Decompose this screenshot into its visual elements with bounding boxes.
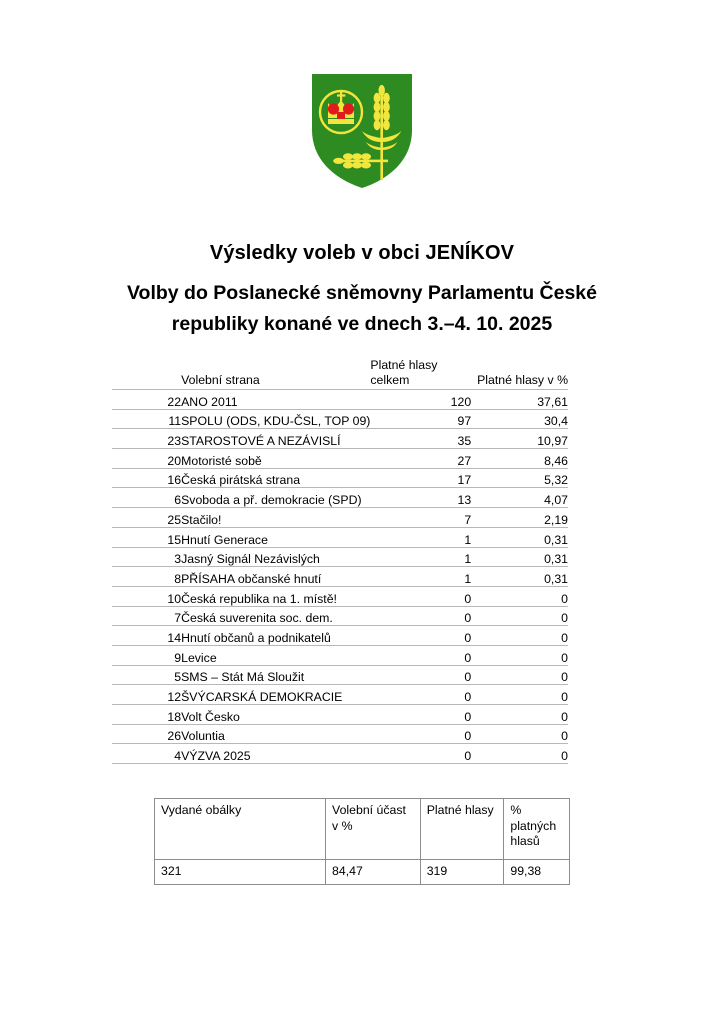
row-party-name: Jasný Signál Nezávislých (181, 547, 370, 567)
row-party-name: ŠVÝCARSKÁ DEMOKRACIE (181, 685, 370, 705)
row-percent: 0 (471, 606, 568, 626)
row-total-votes: 120 (370, 390, 471, 410)
summary-header-valid-pct-line2: platných (510, 818, 557, 833)
column-header-total (370, 358, 471, 390)
table-row (112, 488, 568, 508)
row-party-name: VÝZVA 2025 (181, 744, 370, 764)
row-party-name: Volt Česko (181, 705, 370, 725)
table-row (112, 449, 568, 469)
row-party-name: Hnutí občanů a podnikatelů (181, 626, 370, 646)
table-row (112, 665, 568, 685)
results-table-head (112, 358, 568, 390)
coat-of-arms-icon (308, 72, 416, 190)
summary-header-row (155, 799, 570, 860)
row-total-votes: 0 (370, 645, 471, 665)
summary-header-valid-pct-line1: % (510, 803, 522, 817)
table-row (112, 527, 568, 547)
row-party-name: Hnutí Generace (181, 527, 370, 547)
row-party-name: PŘÍSAHA občanské hnutí (181, 567, 370, 587)
row-total-votes: 0 (370, 724, 471, 744)
summary-header-valid-votes: Platné hlasy (420, 799, 504, 860)
row-party-number: 20 (112, 449, 181, 469)
row-party-number: 11 (112, 409, 181, 429)
row-party-number: 8 (112, 567, 181, 587)
table-row (112, 468, 568, 488)
row-total-votes: 0 (370, 586, 471, 606)
row-total-votes: 97 (370, 409, 471, 429)
row-percent: 0 (471, 645, 568, 665)
row-party-name: Svoboda a př. demokracie (SPD) (181, 488, 370, 508)
page-title: Výsledky voleb v obci JENÍKOV (209, 242, 515, 264)
row-party-number: 14 (112, 626, 181, 646)
row-party-number: 25 (112, 508, 181, 528)
summary-header-valid-pct (504, 799, 570, 860)
row-percent: 0,31 (471, 527, 568, 547)
table-row (112, 606, 568, 626)
summary-header-turnout-line2: v % (332, 818, 353, 833)
summary-value-envelopes: 321 (155, 860, 326, 885)
row-party-name: ANO 2011 (181, 390, 370, 410)
row-total-votes: 1 (370, 567, 471, 587)
row-percent: 2,19 (471, 508, 568, 528)
row-party-name: SMS – Stát Má Sloužit (181, 665, 370, 685)
row-party-name: Stačilo! (181, 508, 370, 528)
table-row (112, 409, 568, 429)
row-party-name: Česká pirátská strana (181, 468, 370, 488)
row-party-number: 9 (112, 645, 181, 665)
row-party-name: STAROSTOVÉ A NEZÁVISLÍ (181, 429, 370, 449)
row-total-votes: 0 (370, 626, 471, 646)
row-total-votes: 0 (370, 606, 471, 626)
table-row (112, 724, 568, 744)
summary-data-row (155, 860, 570, 885)
row-party-number: 6 (112, 488, 181, 508)
page-subtitle: Volby do Poslanecké sněmovny Parlamentu České republiky konané ve dnech 3.–4. 10. 2025 (127, 282, 597, 335)
election-results-table (112, 358, 568, 764)
row-party-number: 15 (112, 527, 181, 547)
row-percent: 10,97 (471, 429, 568, 449)
row-percent: 0 (471, 705, 568, 725)
row-percent: 4,07 (471, 488, 568, 508)
row-percent: 30,4 (471, 409, 568, 429)
title-block (0, 238, 724, 340)
table-row (112, 390, 568, 410)
summary-value-valid-votes: 319 (420, 860, 504, 885)
summary-value-valid-pct: 99,38 (504, 860, 570, 885)
row-total-votes: 7 (370, 508, 471, 528)
row-percent: 37,61 (471, 390, 568, 410)
row-total-votes: 0 (370, 744, 471, 764)
summary-header-envelopes: Vydané obálky (155, 799, 326, 860)
row-percent: 5,32 (471, 468, 568, 488)
row-percent: 0,31 (471, 567, 568, 587)
row-percent: 0 (471, 586, 568, 606)
row-percent: 0 (471, 626, 568, 646)
table-row (112, 429, 568, 449)
row-total-votes: 17 (370, 468, 471, 488)
row-party-number: 18 (112, 705, 181, 725)
row-party-number: 22 (112, 390, 181, 410)
row-total-votes: 1 (370, 527, 471, 547)
summary-value-turnout: 84,47 (326, 860, 421, 885)
row-total-votes: 13 (370, 488, 471, 508)
results-header-row (112, 358, 568, 390)
table-row (112, 508, 568, 528)
row-total-votes: 35 (370, 429, 471, 449)
column-header-number (112, 358, 181, 390)
table-row (112, 547, 568, 567)
summary-table (154, 798, 570, 885)
row-total-votes: 0 (370, 665, 471, 685)
row-party-number: 5 (112, 665, 181, 685)
summary-header-turnout (326, 799, 421, 860)
results-table-body (112, 390, 568, 764)
table-row (112, 705, 568, 725)
row-percent: 0 (471, 744, 568, 764)
table-row (112, 685, 568, 705)
row-party-name: Česká suverenita soc. dem. (181, 606, 370, 626)
table-row (112, 567, 568, 587)
row-percent: 0,31 (471, 547, 568, 567)
row-total-votes: 1 (370, 547, 471, 567)
table-row (112, 645, 568, 665)
column-header-total-line1: Platné hlasy (370, 358, 438, 372)
row-party-number: 23 (112, 429, 181, 449)
row-party-name: Motoristé sobě (181, 449, 370, 469)
table-row (112, 744, 568, 764)
row-party-name: Levice (181, 645, 370, 665)
row-party-name: Česká republika na 1. místě! (181, 586, 370, 606)
table-row (112, 586, 568, 606)
row-total-votes: 0 (370, 705, 471, 725)
row-percent: 0 (471, 724, 568, 744)
column-header-party: Volební strana (181, 372, 260, 387)
row-party-name: SPOLU (ODS, KDU-ČSL, TOP 09) (181, 409, 370, 429)
table-row (112, 626, 568, 646)
row-party-number: 26 (112, 724, 181, 744)
row-party-number: 16 (112, 468, 181, 488)
summary-header-turnout-line1: Volební účast (332, 803, 406, 817)
row-party-number: 12 (112, 685, 181, 705)
row-party-name: Voluntia (181, 724, 370, 744)
row-party-number: 4 (112, 744, 181, 764)
row-party-number: 7 (112, 606, 181, 626)
column-header-total-line2: celkem (370, 372, 410, 387)
row-total-votes: 27 (370, 449, 471, 469)
row-percent: 0 (471, 665, 568, 685)
row-party-number: 10 (112, 586, 181, 606)
row-party-number: 3 (112, 547, 181, 567)
column-header-percent: Platné hlasy v % (477, 372, 568, 387)
row-total-votes: 0 (370, 685, 471, 705)
emblem-container (0, 72, 724, 195)
summary-header-valid-pct-line3: hlasů (510, 834, 540, 848)
row-percent: 8,46 (471, 449, 568, 469)
row-percent: 0 (471, 685, 568, 705)
